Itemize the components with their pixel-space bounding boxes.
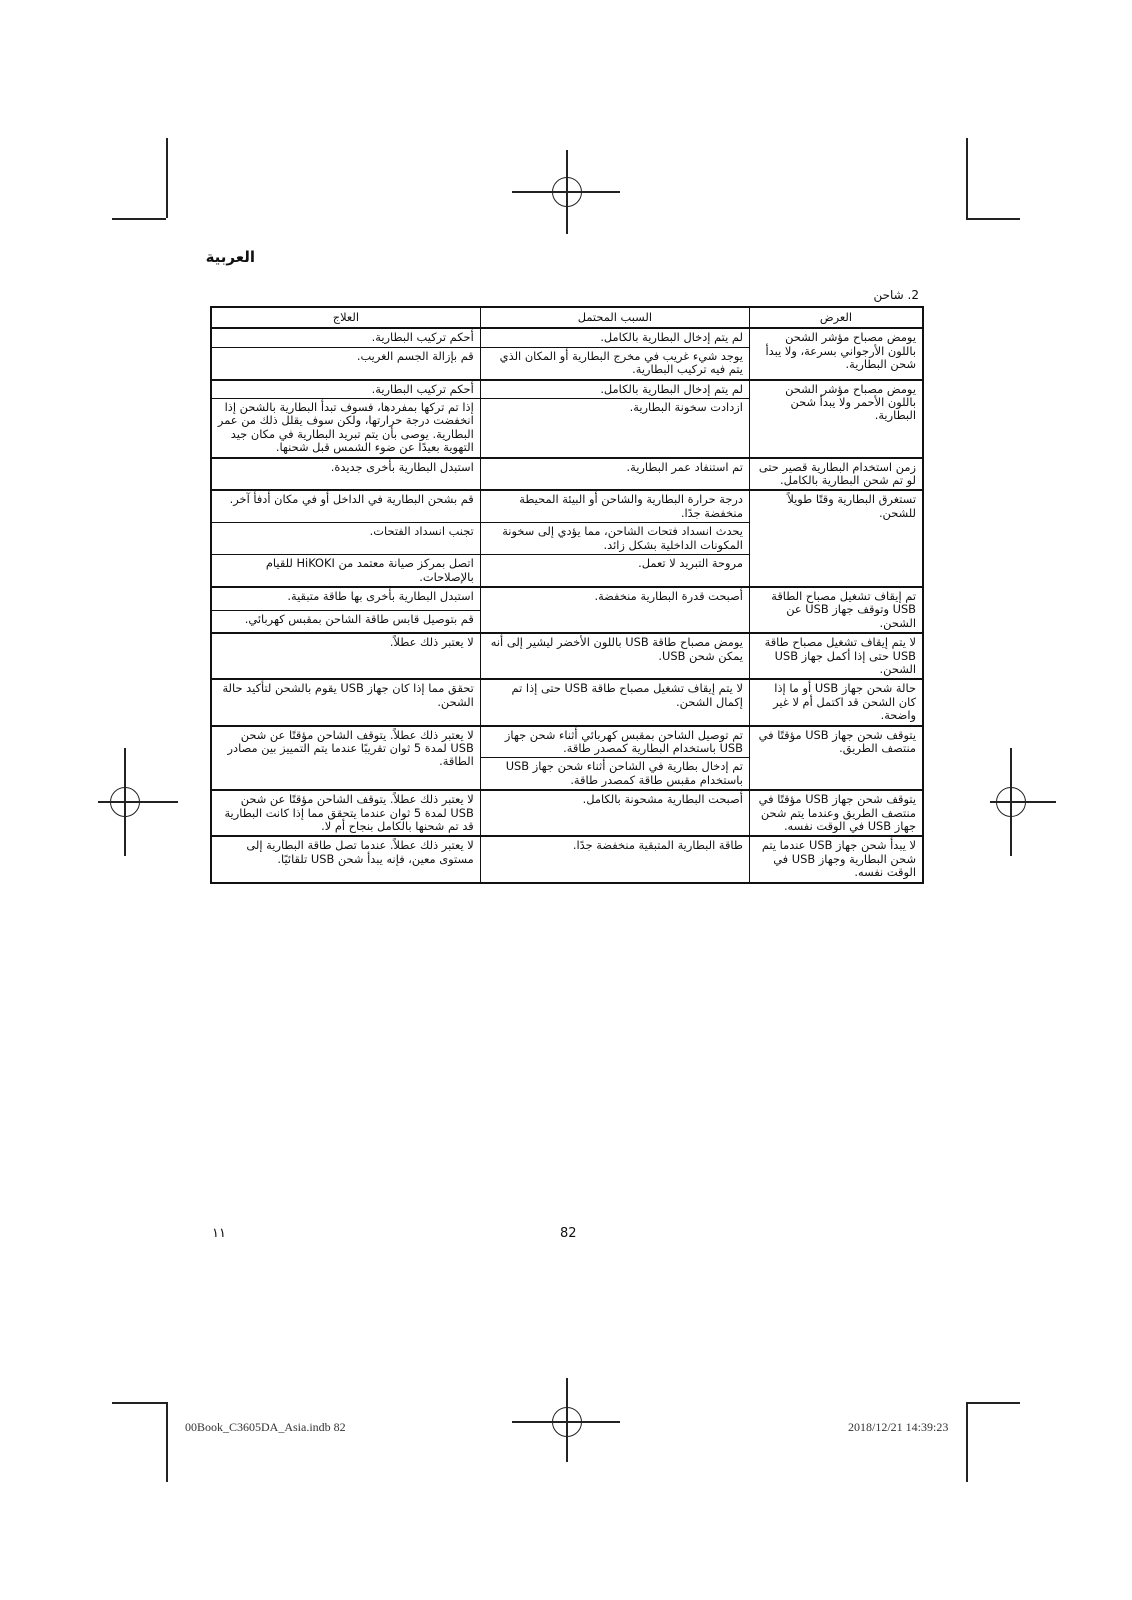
cause-cell: يومض مصباح طاقة USB باللون الأخضر ليشير إلى أنه يمكن شحن USB. bbox=[480, 633, 749, 679]
remedy-cell: قم بتوصيل قابس طاقة الشاحن بمقبس كهربائي. bbox=[211, 610, 480, 633]
remedy-cell: اتصل بمركز صيانة معتمد من HiKOKI للقيام بالإصلاحات. bbox=[211, 555, 480, 587]
header-cause: السبب المحتمل bbox=[480, 307, 749, 328]
cause-cell: لم يتم إدخال البطارية بالكامل. bbox=[480, 380, 749, 399]
cause-cell: طاقة البطارية المتبقية منخفضة جدًا. bbox=[480, 836, 749, 882]
remedy-cell: قم بشحن البطارية في الداخل أو في مكان أدفأ آخر. bbox=[211, 490, 480, 522]
table-row bbox=[211, 380, 923, 399]
cause-cell: مروحة التبريد لا تعمل. bbox=[480, 555, 749, 587]
cause-cell: يحدث انسداد فتحات الشاحن، مما يؤدي إلى سخونة المكونات الداخلية بشكل زائد. bbox=[480, 523, 749, 555]
table-row bbox=[211, 790, 923, 836]
registration-circle bbox=[110, 787, 140, 817]
remedy-cell: أحكم تركيب البطارية. bbox=[211, 380, 480, 399]
header-remedy: العلاج bbox=[211, 307, 480, 328]
table-row bbox=[211, 458, 923, 491]
language-label: العربية bbox=[205, 248, 255, 266]
crop-mark bbox=[166, 1402, 168, 1482]
remedy-cell: لا يعتبر ذلك عطلاً. يتوقف الشاحن مؤقتًا عن شحن USB لمدة 5 ثوان عندما يتحقق مما إذا كانت البطارية قد تم شحنها بالكامل بنجاح أم لا. bbox=[211, 790, 480, 836]
symptom-cell: لا يتم إيقاف تشغيل مصباح طاقة USB حتى إذا أكمل جهاز USB الشحن. bbox=[749, 633, 923, 679]
symptom-cell: يومض مصباح مؤشر الشحن باللون الأحمر ولا يبدأ شحن البطارية. bbox=[749, 380, 923, 458]
cause-cell: تم توصيل الشاحن بمقبس كهربائي أثناء شحن جهاز USB باستخدام البطارية كمصدر طاقة. bbox=[480, 726, 749, 758]
cause-cell: تم استنفاد عمر البطارية. bbox=[480, 458, 749, 491]
table-header-row bbox=[211, 307, 923, 328]
crop-mark bbox=[112, 218, 166, 220]
cause-cell: تم إدخال بطارية في الشاحن أثناء شحن جهاز USB باستخدام مقبس طاقة كمصدر طاقة. bbox=[480, 758, 749, 790]
remedy-cell: قم بإزالة الجسم الغريب. bbox=[211, 347, 480, 379]
registration-circle bbox=[996, 787, 1026, 817]
remedy-cell: استبدل البطارية بأخرى بها طاقة متبقية. bbox=[211, 587, 480, 610]
symptom-cell: لا يبدأ شحن جهاز USB عندما يتم شحن البطارية وجهاز USB في الوقت نفسه. bbox=[749, 836, 923, 882]
symptom-cell: يتوقف شحن جهاز USB مؤقتًا في منتصف الطريق وعندما يتم شحن جهاز USB في الوقت نفسه. bbox=[749, 790, 923, 836]
remedy-cell: استبدل البطارية بأخرى جديدة. bbox=[211, 458, 480, 491]
table-row bbox=[211, 587, 923, 610]
crop-mark bbox=[966, 1402, 1020, 1404]
header-symptom: العرض bbox=[749, 307, 923, 328]
crop-mark bbox=[966, 138, 968, 218]
cause-cell: أصبحت البطارية مشحونة بالكامل. bbox=[480, 790, 749, 836]
table-row bbox=[211, 726, 923, 758]
crop-mark bbox=[166, 138, 168, 218]
table-row bbox=[211, 633, 923, 679]
remedy-cell: لا يعتبر ذلك عطلاً. يتوقف الشاحن مؤقتًا عن شحن USB لمدة 5 ثوان تقريبًا عندما يتم التمييز بين مصادر الطاقة. bbox=[211, 726, 480, 791]
registration-circle bbox=[552, 1407, 582, 1437]
page-number: 82 bbox=[560, 1226, 577, 1241]
remedy-cell: إذا تم تركها بمفردها، فسوف تبدأ البطارية بالشحن إذا انخفضت درجة حرارتها، ولكن سوف يقلل ذلك من عمر البطارية. يوصى بأن يتم تبريد البطارية في مكان جيد التهوية بعيدًا عن ضوء الشمس قبل شحنها. bbox=[211, 399, 480, 458]
troubleshooting-table bbox=[210, 306, 924, 884]
registration-circle bbox=[552, 177, 582, 207]
cause-cell: يوجد شيء غريب في مخرج البطارية أو المكان الذي يتم فيه تركيب البطارية. bbox=[480, 347, 749, 379]
symptom-cell: يومض مصباح مؤشر الشحن باللون الأرجواني بسرعة، ولا يبدأ شحن البطارية. bbox=[749, 328, 923, 379]
symptom-cell: يتوقف شحن جهاز USB مؤقتًا في منتصف الطريق. bbox=[749, 726, 923, 791]
remedy-cell: تحقق مما إذا كان جهاز USB يقوم بالشحن لتأكيد حالة الشحن. bbox=[211, 679, 480, 725]
symptom-cell: تم إيقاف تشغيل مصباح الطاقة USB وتوقف جهاز USB عن الشحن. bbox=[749, 587, 923, 633]
remedy-cell: لا يعتبر ذلك عطلاً. عندما تصل طاقة البطارية إلى مستوى معين، فإنه يبدأ شحن USB تلقائيًا. bbox=[211, 836, 480, 882]
crop-mark bbox=[966, 218, 1020, 220]
section-title: 2. شاحن bbox=[873, 288, 919, 302]
table-row bbox=[211, 328, 923, 347]
table-row bbox=[211, 836, 923, 882]
crop-mark bbox=[112, 1402, 166, 1404]
table-row bbox=[211, 490, 923, 522]
remedy-cell: لا يعتبر ذلك عطلاً. bbox=[211, 633, 480, 679]
remedy-cell: أحكم تركيب البطارية. bbox=[211, 328, 480, 347]
table-row bbox=[211, 679, 923, 725]
cause-cell: لم يتم إدخال البطارية بالكامل. bbox=[480, 328, 749, 347]
symptom-cell: زمن استخدام البطارية قصير حتى لو تم شحن البطارية بالكامل. bbox=[749, 458, 923, 491]
remedy-cell: تجنب انسداد الفتحات. bbox=[211, 523, 480, 555]
symptom-cell: تستغرق البطارية وقتًا طويلاً للشحن. bbox=[749, 490, 923, 586]
footer-file: 00Book_C3605DA_Asia.indb 82 bbox=[185, 1420, 346, 1434]
page-number-arabic: ١١ bbox=[212, 1226, 226, 1241]
footer-datetime: 2018/12/21 14:39:23 bbox=[848, 1420, 949, 1434]
cause-cell: أصبحت قدرة البطارية منخفضة. bbox=[480, 587, 749, 633]
crop-mark bbox=[966, 1402, 968, 1482]
cause-cell: درجة حرارة البطارية والشاحن أو البيئة المحيطة منخفضة جدًا. bbox=[480, 490, 749, 522]
cause-cell: ازدادت سخونة البطارية. bbox=[480, 399, 749, 458]
cause-cell: لا يتم إيقاف تشغيل مصباح طاقة USB حتى إذا تم إكمال الشحن. bbox=[480, 679, 749, 725]
symptom-cell: حالة شحن جهاز USB أو ما إذا كان الشحن قد اكتمل أم لا غير واضحة. bbox=[749, 679, 923, 725]
